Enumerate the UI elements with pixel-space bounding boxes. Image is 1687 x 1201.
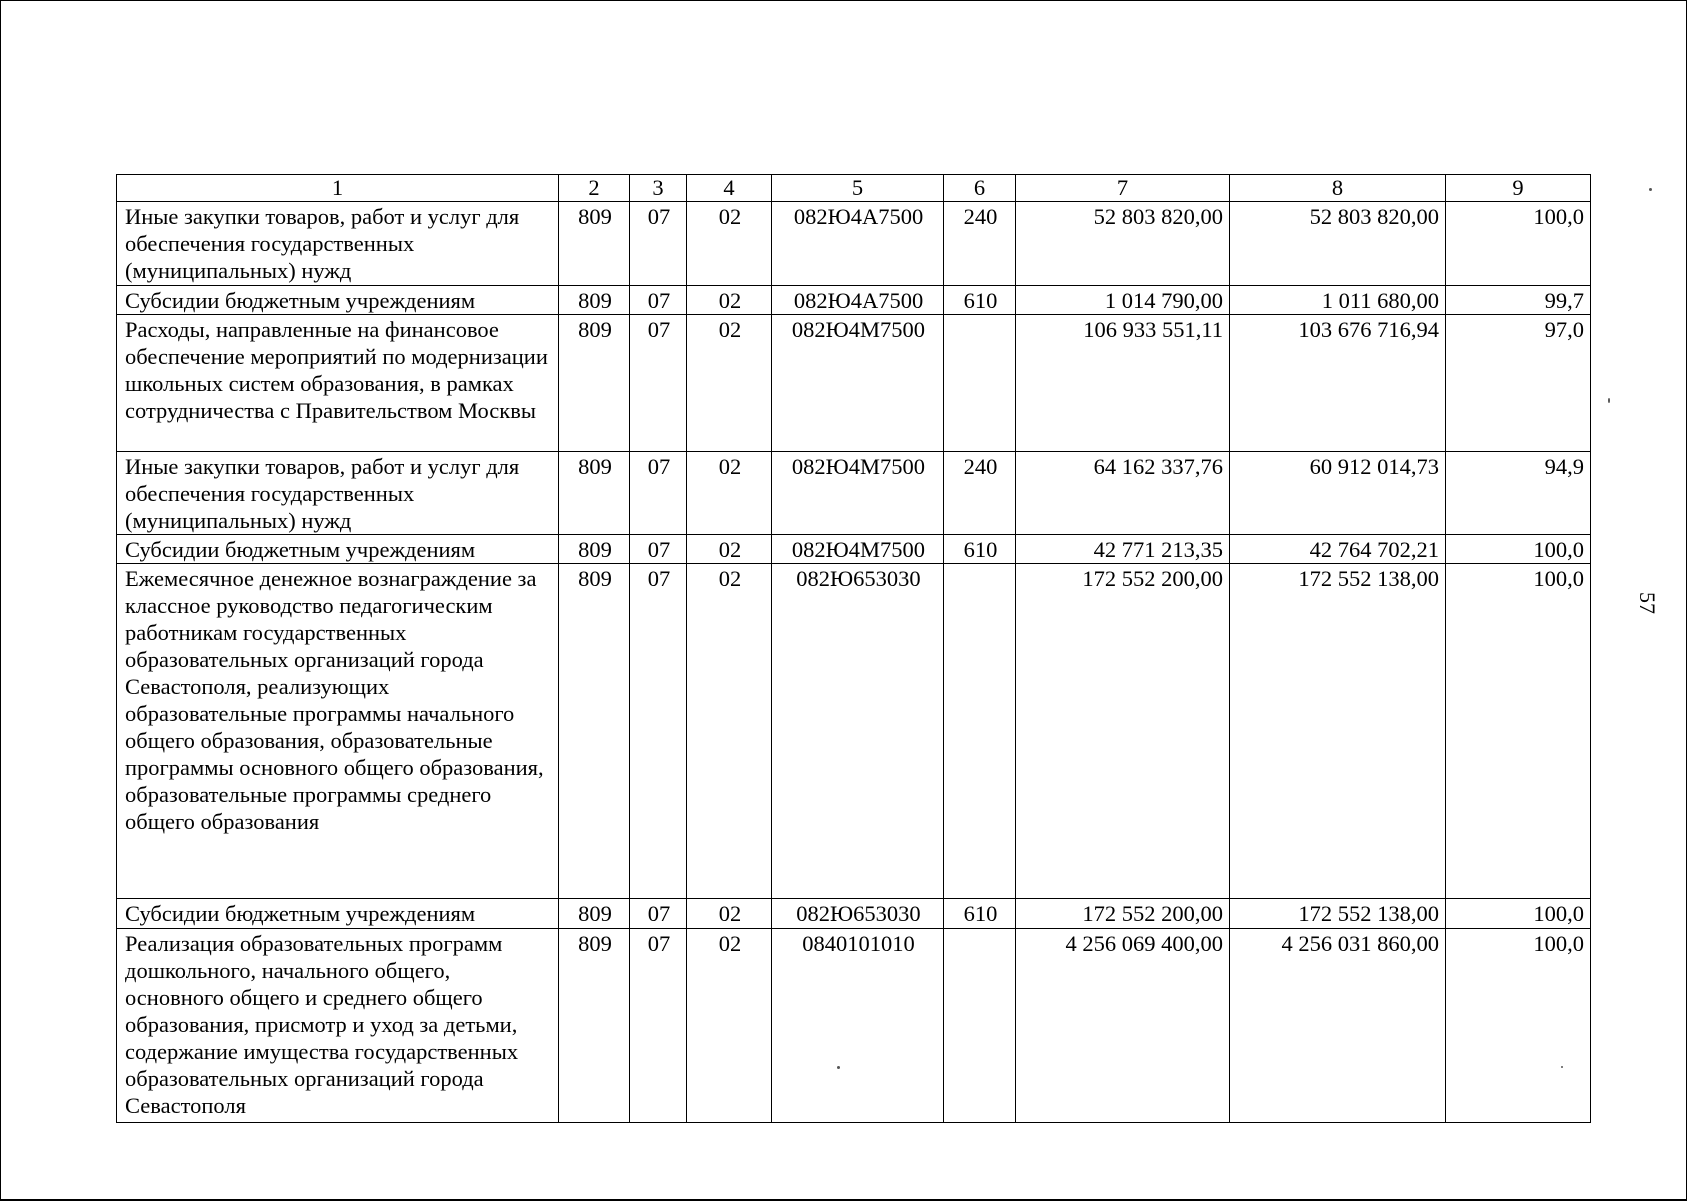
target-article-code-cell: 082Ю4А7500: [772, 286, 944, 315]
scan-speck: [1608, 398, 1610, 403]
scan-speck: [1561, 1066, 1563, 1068]
table-row: [117, 899, 1591, 929]
budget-execution-table: [116, 174, 1591, 1123]
subsection-code-cell: 02: [687, 202, 772, 286]
executed-amount-cell: 172 552 138,00: [1230, 899, 1446, 929]
approved-amount-cell: 106 933 551,11: [1016, 315, 1230, 452]
target-article-code-cell: 082Ю4М7500: [772, 315, 944, 452]
row-name-cell: Расходы, направленные на финансовое обеспечение мероприятий по модернизации школьных систем образования, в рамках сотрудничества с Правительством Москвы: [117, 315, 559, 452]
row-name-cell: Ежемесячное денежное вознаграждение за классное руководство педагогическим работникам государственных образовательных организаций города Севастополя, реализующих образовательные программы начального общего образования, образовательные программы основного общего образования, образовательные программы среднего общего образования: [117, 564, 559, 899]
target-article-code-cell: 0840101010: [772, 929, 944, 1123]
table-row: [117, 286, 1591, 315]
subsection-code-cell: 02: [687, 564, 772, 899]
ministry-code-cell: 809: [559, 929, 630, 1123]
header-cell-9: 9: [1446, 175, 1591, 202]
executed-amount-cell: 1 011 680,00: [1230, 286, 1446, 315]
subsection-code-cell: 02: [687, 315, 772, 452]
page-number: 57: [1635, 592, 1660, 614]
row-name-cell: Субсидии бюджетным учреждениям: [117, 899, 559, 929]
row-name-cell: Иные закупки товаров, работ и услуг для обеспечения государственных (муниципальных) нужд: [117, 202, 559, 286]
ministry-code-cell: 809: [559, 202, 630, 286]
expense-type-code-cell: 240: [944, 452, 1016, 535]
row-name-cell: Субсидии бюджетным учреждениям: [117, 535, 559, 564]
header-cell-8: 8: [1230, 175, 1446, 202]
ministry-code-cell: 809: [559, 452, 630, 535]
expense-type-code-cell: 610: [944, 286, 1016, 315]
section-code-cell: 07: [630, 899, 687, 929]
executed-amount-cell: 42 764 702,21: [1230, 535, 1446, 564]
table-row: [117, 315, 1591, 452]
target-article-code-cell: 082Ю4М7500: [772, 452, 944, 535]
expense-type-code-cell: [944, 564, 1016, 899]
approved-amount-cell: 42 771 213,35: [1016, 535, 1230, 564]
execution-percent-cell: 100,0: [1446, 564, 1591, 899]
section-code-cell: 07: [630, 315, 687, 452]
section-code-cell: 07: [630, 564, 687, 899]
section-code-cell: 07: [630, 452, 687, 535]
executed-amount-cell: 52 803 820,00: [1230, 202, 1446, 286]
subsection-code-cell: 02: [687, 452, 772, 535]
header-cell-7: 7: [1016, 175, 1230, 202]
header-cell-4: 4: [687, 175, 772, 202]
expense-type-code-cell: 240: [944, 202, 1016, 286]
execution-percent-cell: 100,0: [1446, 899, 1591, 929]
ministry-code-cell: 809: [559, 564, 630, 899]
table-row: [117, 452, 1591, 535]
execution-percent-cell: 99,7: [1446, 286, 1591, 315]
approved-amount-cell: 172 552 200,00: [1016, 564, 1230, 899]
target-article-code-cell: 082Ю4М7500: [772, 535, 944, 564]
row-name-cell: Субсидии бюджетным учреждениям: [117, 286, 559, 315]
section-code-cell: 07: [630, 202, 687, 286]
scan-speck: [837, 1066, 840, 1069]
approved-amount-cell: 172 552 200,00: [1016, 899, 1230, 929]
header-cell-3: 3: [630, 175, 687, 202]
ministry-code-cell: 809: [559, 286, 630, 315]
execution-percent-cell: 97,0: [1446, 315, 1591, 452]
executed-amount-cell: 60 912 014,73: [1230, 452, 1446, 535]
section-code-cell: 07: [630, 929, 687, 1123]
row-name-cell: Иные закупки товаров, работ и услуг для обеспечения государственных (муниципальных) нужд: [117, 452, 559, 535]
subsection-code-cell: 02: [687, 929, 772, 1123]
approved-amount-cell: 64 162 337,76: [1016, 452, 1230, 535]
table-row: [117, 929, 1591, 1123]
subsection-code-cell: 02: [687, 286, 772, 315]
execution-percent-cell: 100,0: [1446, 202, 1591, 286]
approved-amount-cell: 4 256 069 400,00: [1016, 929, 1230, 1123]
row-name-cell: Реализация образовательных программ дошкольного, начального общего, основного общего и среднего общего образования, присмотр и уход за детьми, содержание имущества государственных образовательных организаций города Севастополя: [117, 929, 559, 1123]
ministry-code-cell: 809: [559, 899, 630, 929]
expense-type-code-cell: [944, 315, 1016, 452]
execution-percent-cell: 100,0: [1446, 929, 1591, 1123]
expense-type-code-cell: 610: [944, 899, 1016, 929]
subsection-code-cell: 02: [687, 535, 772, 564]
subsection-code-cell: 02: [687, 899, 772, 929]
table-row: [117, 535, 1591, 564]
execution-percent-cell: 100,0: [1446, 535, 1591, 564]
executed-amount-cell: 4 256 031 860,00: [1230, 929, 1446, 1123]
header-cell-5: 5: [772, 175, 944, 202]
ministry-code-cell: 809: [559, 315, 630, 452]
header-cell-6: 6: [944, 175, 1016, 202]
target-article-code-cell: 082Ю4А7500: [772, 202, 944, 286]
table-row: [117, 202, 1591, 286]
header-cell-2: 2: [559, 175, 630, 202]
target-article-code-cell: 082Ю653030: [772, 564, 944, 899]
section-code-cell: 07: [630, 535, 687, 564]
approved-amount-cell: 1 014 790,00: [1016, 286, 1230, 315]
expense-type-code-cell: [944, 929, 1016, 1123]
ministry-code-cell: 809: [559, 535, 630, 564]
section-code-cell: 07: [630, 286, 687, 315]
scan-speck: [1649, 188, 1652, 191]
target-article-code-cell: 082Ю653030: [772, 899, 944, 929]
executed-amount-cell: 103 676 716,94: [1230, 315, 1446, 452]
executed-amount-cell: 172 552 138,00: [1230, 564, 1446, 899]
header-cell-1: 1: [117, 175, 559, 202]
execution-percent-cell: 94,9: [1446, 452, 1591, 535]
approved-amount-cell: 52 803 820,00: [1016, 202, 1230, 286]
table-row: [117, 564, 1591, 899]
column-number-row: [117, 175, 1591, 202]
expense-type-code-cell: 610: [944, 535, 1016, 564]
